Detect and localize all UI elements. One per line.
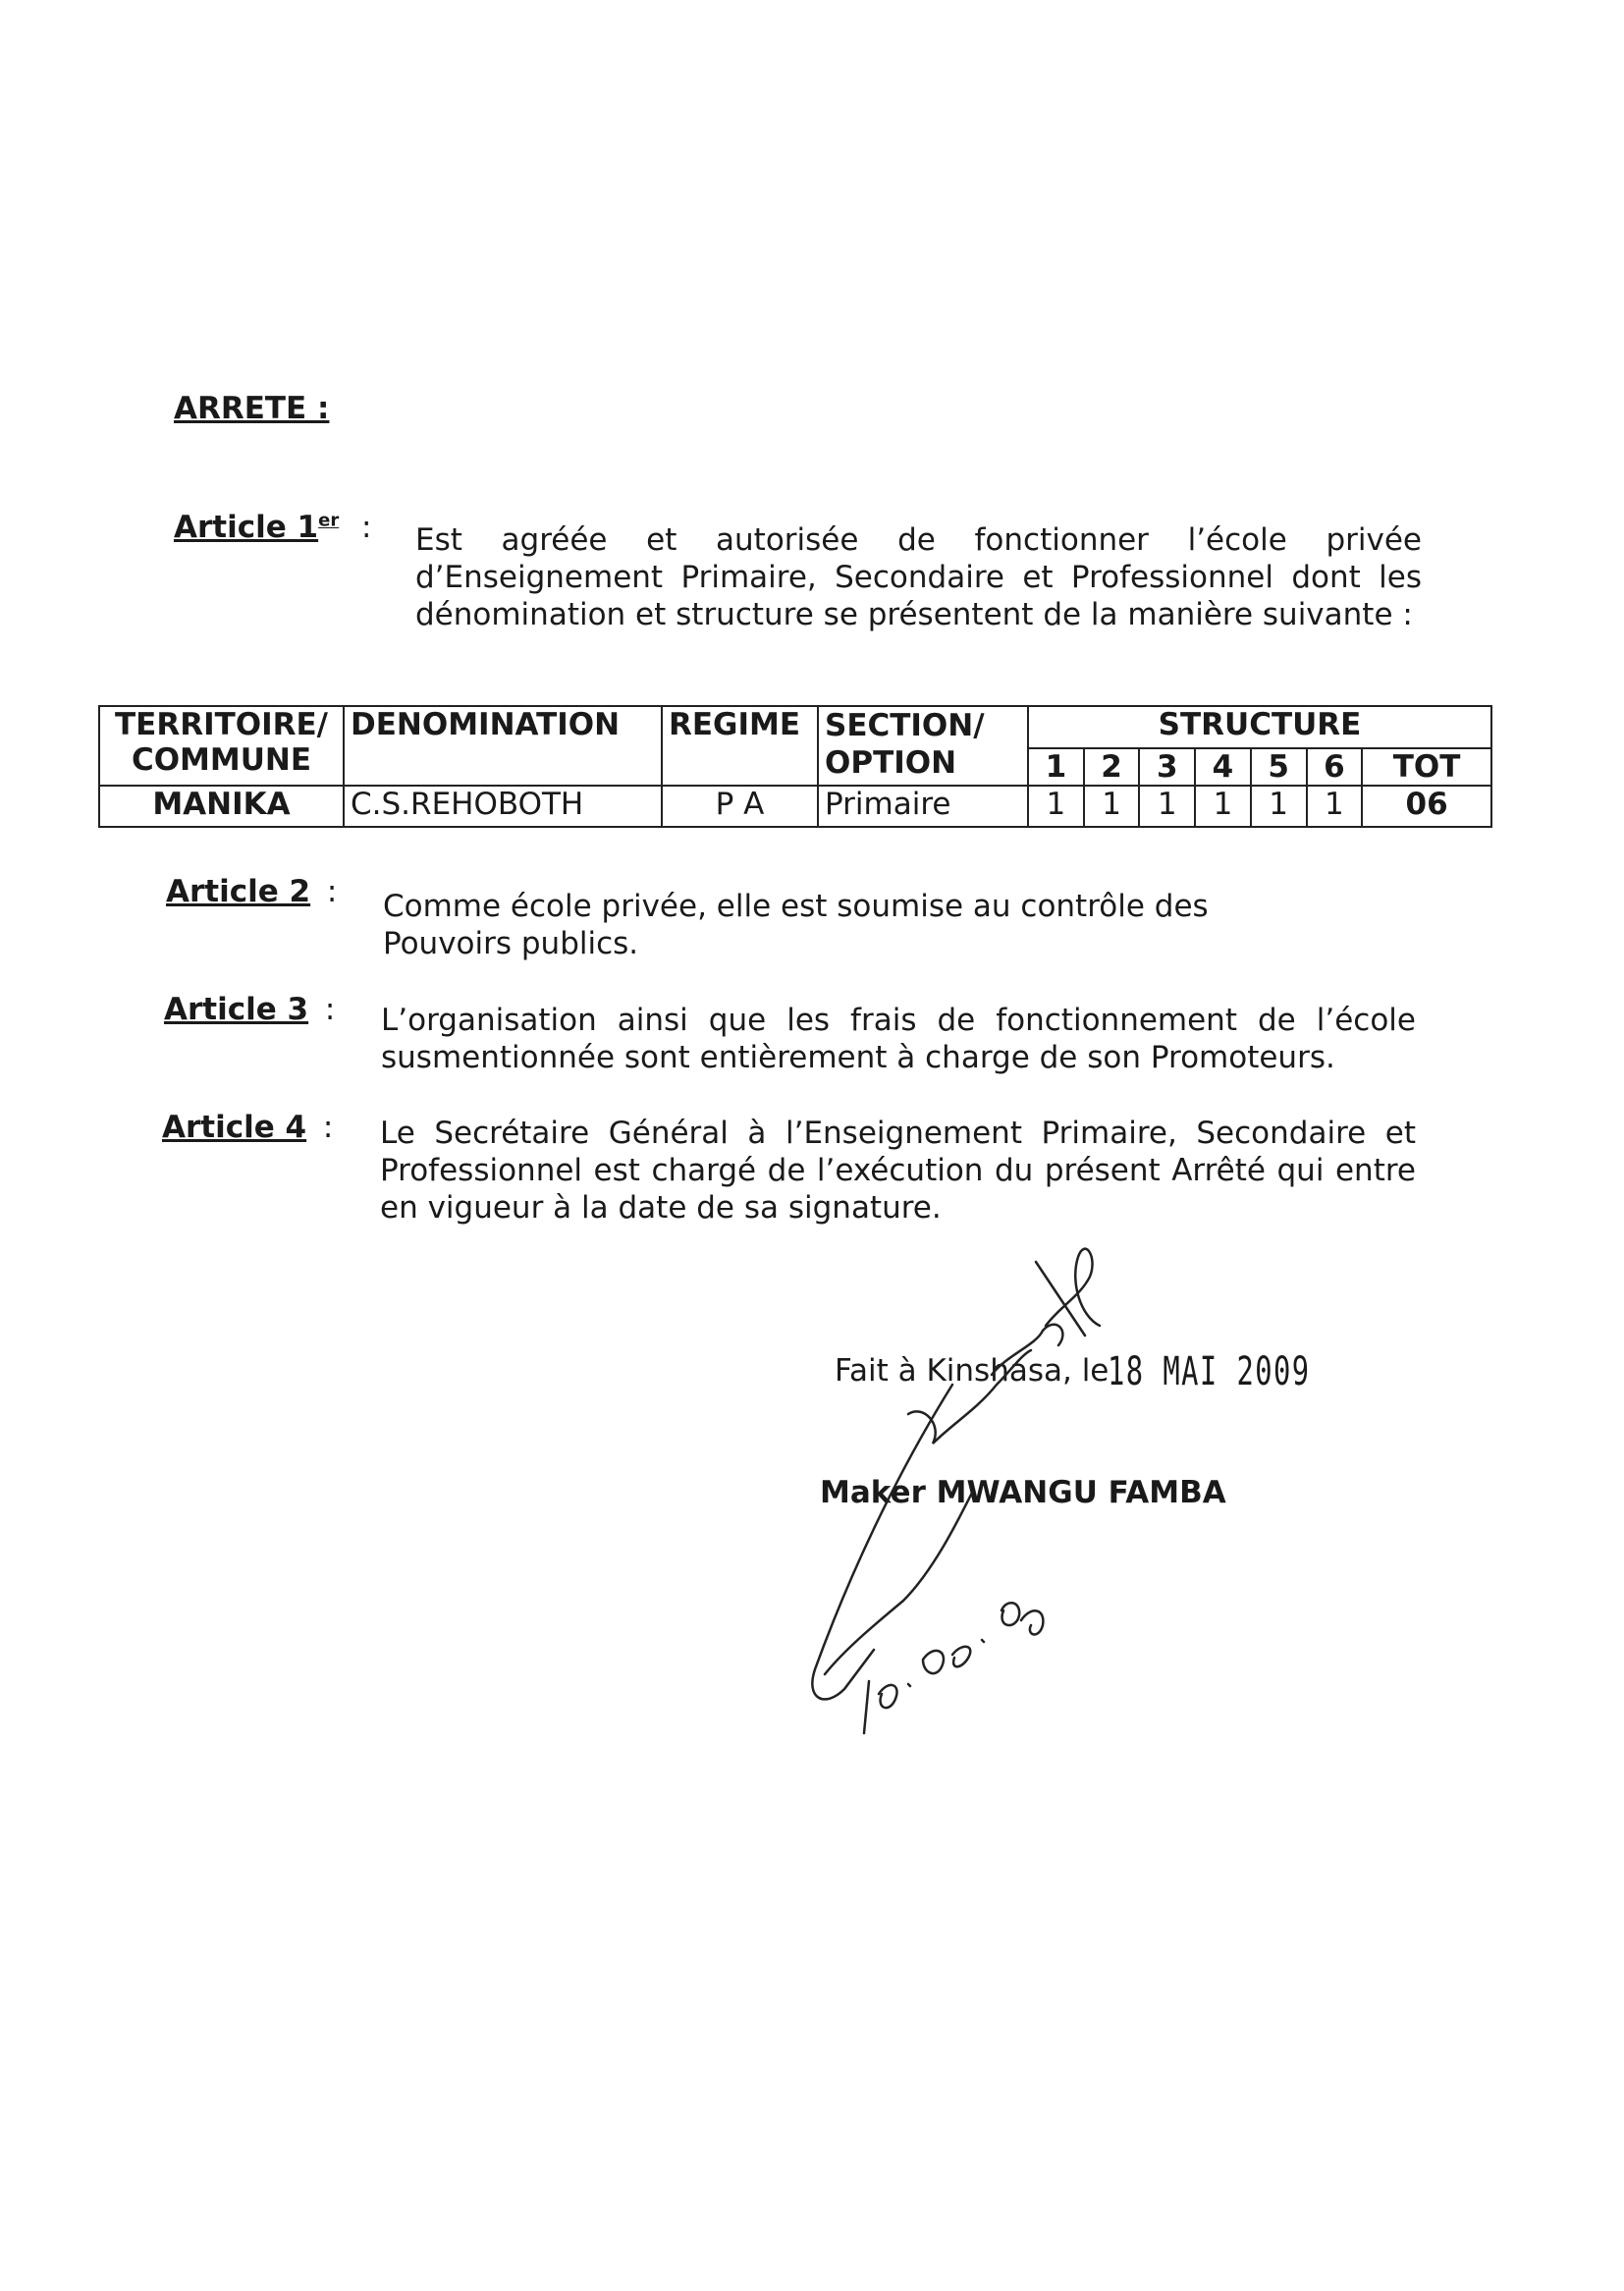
handwritten-signature	[785, 1237, 1237, 1748]
cell-structure-6: 1	[1307, 786, 1363, 827]
structure-col-5: 5	[1251, 748, 1307, 786]
structure-col-4: 4	[1195, 748, 1251, 786]
header-territoire: TERRITOIRE/ COMMUNE	[99, 706, 344, 786]
article-4-text: Le Secrétaire Général à l’Enseignement Primaire, Secondaire et Professionnel est chargé de l’exécution du présent Arrêté qui entre en vigueur à la date de sa signature.	[380, 1116, 1416, 1226]
article-2-text: Comme école privée, elle est soumise au contrôle des Pouvoirs publics.	[383, 889, 1209, 961]
structure-col-tot: TOT	[1362, 748, 1491, 786]
article-3-label	[164, 992, 335, 1027]
article-2-label	[166, 874, 337, 909]
article-1-label-sup: er	[318, 510, 340, 531]
school-structure-table	[98, 705, 1492, 828]
header-regime: REGIME	[662, 706, 818, 786]
article-3-label-text: Article 3	[164, 992, 309, 1027]
cell-structure-tot: 06	[1362, 786, 1491, 827]
cell-structure-4: 1	[1195, 786, 1251, 827]
cell-regime: P A	[662, 786, 818, 827]
structure-col-3: 3	[1139, 748, 1195, 786]
signatory-name: Maker MWANGU FAMBA	[820, 1475, 1226, 1510]
cell-territoire: MANIKA	[99, 786, 344, 827]
article-1-text: Est agréée et autorisée de fonctionner l’école privée d’Enseignement Primaire, Secondaire et Professionnel dont les dénomination et structure se présentent de la manière suivante :	[415, 522, 1422, 632]
structure-col-6: 6	[1307, 748, 1363, 786]
header-structure: STRUCTURE	[1028, 706, 1491, 748]
date-stamp: 18 MAI 2009	[1108, 1349, 1311, 1394]
place-of-signature: Fait à Kinshasa, le	[835, 1353, 1110, 1389]
article-1-label	[174, 510, 371, 545]
decree-heading: ARRETE :	[174, 391, 330, 426]
article-3-text: L’organisation ainsi que les frais de fonctionnement de l’école susmentionnée sont entièrement à charge de son Promoteurs.	[381, 1003, 1416, 1075]
article-4-colon: :	[322, 1110, 334, 1145]
cell-structure-5: 1	[1251, 786, 1307, 827]
cell-denomination: C.S.REHOBOTH	[344, 786, 662, 827]
cell-section: Primaire	[818, 786, 1028, 827]
header-section: SECTION/ OPTION	[818, 706, 1028, 786]
article-1-label-text: Article 1	[174, 510, 319, 545]
header-denomination: DENOMINATION	[344, 706, 662, 786]
article-2-label-text: Article 2	[166, 874, 311, 909]
structure-col-2: 2	[1084, 748, 1140, 786]
cell-structure-2: 1	[1084, 786, 1140, 827]
cell-structure-3: 1	[1139, 786, 1195, 827]
article-1-colon: :	[361, 510, 372, 545]
table-row	[99, 786, 1491, 827]
structure-col-1: 1	[1028, 748, 1084, 786]
cell-structure-1: 1	[1028, 786, 1084, 827]
article-3-colon: :	[324, 992, 336, 1027]
article-4-label-text: Article 4	[162, 1110, 307, 1145]
article-2-colon: :	[326, 874, 338, 909]
article-4-label	[162, 1110, 333, 1145]
